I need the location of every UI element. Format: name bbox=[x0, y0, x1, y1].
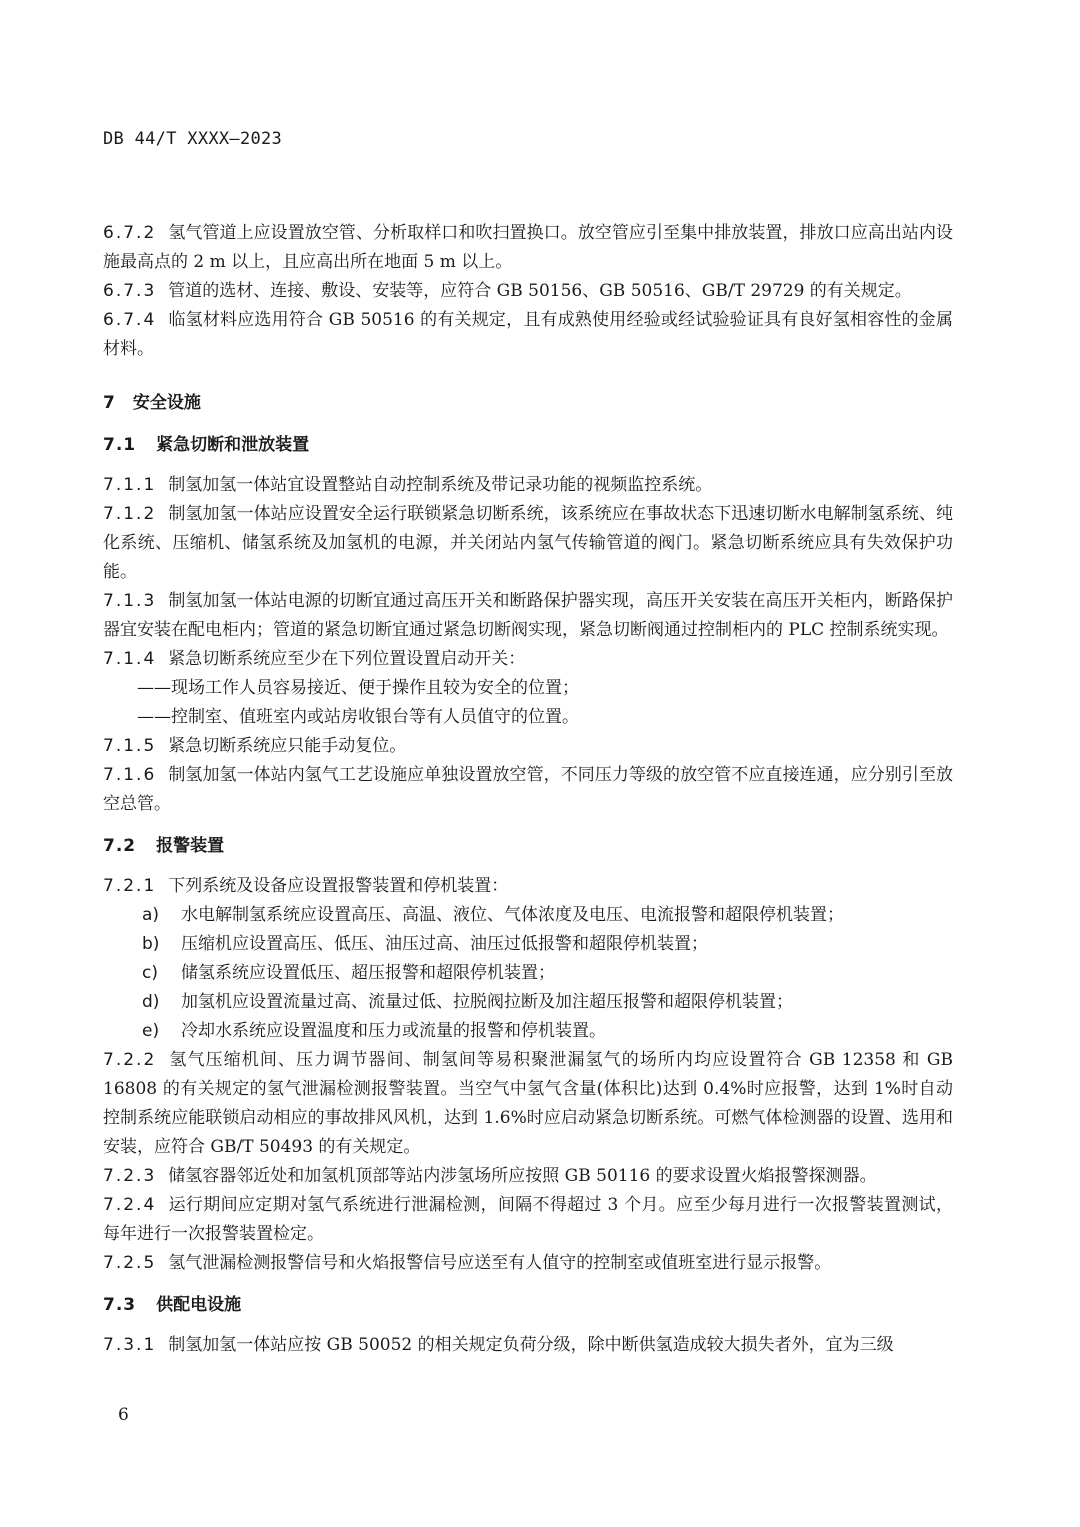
clause-number: 7.1.5 bbox=[103, 736, 157, 756]
section-number: 7.1 bbox=[103, 435, 137, 455]
clause-number: 7.2.5 bbox=[103, 1253, 157, 1273]
clause-number: 7.2.4 bbox=[103, 1195, 157, 1215]
clause-7-1-2 bbox=[103, 500, 953, 587]
list-text: 加氢机应设置流量过高、流量过低、拉脱阀拉断及加注超压报警和超限停机装置； bbox=[181, 992, 793, 1012]
clause-number: 6.7.2 bbox=[103, 223, 157, 243]
section-heading-7-3 bbox=[103, 1291, 953, 1320]
dash-item: ——控制室、值班室内或站房收银台等有人员值守的位置。 bbox=[137, 707, 579, 727]
clause-number: 7.1.6 bbox=[103, 765, 157, 785]
clause-7-1-5 bbox=[103, 732, 953, 761]
clause-7-3-1 bbox=[103, 1331, 953, 1360]
clause-text: 储氢容器邻近处和加氢机顶部等站内涉氢场所应按照 GB 50116 的要求设置火焰报警探测器。 bbox=[168, 1166, 877, 1186]
clause-number: 7.1.3 bbox=[103, 591, 157, 611]
list-marker: e) bbox=[142, 1021, 160, 1041]
list-item bbox=[103, 1017, 953, 1046]
clause-number: 7.2.1 bbox=[103, 876, 157, 896]
section-number: 7.3 bbox=[103, 1295, 137, 1315]
clause-text: 临氢材料应选用符合 GB 50516 的有关规定，且有成熟使用经验或经试验验证具有良好氢相容性的金属材料。 bbox=[103, 310, 953, 359]
document-header: DB 44/T XXXX—2023 bbox=[103, 129, 283, 149]
list-item bbox=[103, 959, 953, 988]
clause-text: 氢气管道上应设置放空管、分析取样口和吹扫置换口。放空管应引至集中排放装置，排放口应高出站内设施最高点的 2 m 以上，且应高出所在地面 5 m 以上。 bbox=[103, 223, 953, 272]
clause-7-2-2 bbox=[103, 1046, 953, 1162]
section-heading-7 bbox=[103, 389, 953, 418]
clause-text: 紧急切断系统应至少在下列位置设置启动开关： bbox=[168, 649, 526, 669]
clause-text: 紧急切断系统应只能手动复位。 bbox=[168, 736, 407, 756]
clause-text: 管道的选材、连接、敷设、安装等，应符合 GB 50156、GB 50516、GB/T 29729 的有关规定。 bbox=[168, 281, 912, 301]
dash-item: ——现场工作人员容易接近、便于操作且较为安全的位置； bbox=[137, 678, 579, 698]
list-marker: b) bbox=[142, 934, 160, 954]
list-text: 储氢系统应设置低压、超压报警和超限停机装置； bbox=[181, 963, 555, 983]
page-number: 6 bbox=[118, 1405, 129, 1425]
clause-6-7-4 bbox=[103, 306, 953, 364]
document-body bbox=[103, 219, 953, 1360]
clause-7-2-1 bbox=[103, 872, 953, 901]
clause-number: 7.3.1 bbox=[103, 1335, 157, 1355]
list-marker: a) bbox=[142, 905, 160, 925]
clause-7-2-5 bbox=[103, 1249, 953, 1278]
clause-number: 7.1.2 bbox=[103, 504, 157, 524]
list-marker: d) bbox=[142, 992, 160, 1012]
clause-7-1-6 bbox=[103, 761, 953, 819]
clause-6-7-3 bbox=[103, 277, 953, 306]
clause-7-1-3 bbox=[103, 587, 953, 645]
list-item bbox=[103, 901, 953, 930]
clause-text: 制氢加氢一体站宜设置整站自动控制系统及带记录功能的视频监控系统。 bbox=[168, 475, 713, 495]
section-title: 安全设施 bbox=[132, 393, 201, 413]
clause-text: 下列系统及设备应设置报警装置和停机装置： bbox=[168, 876, 509, 896]
section-title: 供配电设施 bbox=[156, 1295, 242, 1315]
clause-text: 氢气泄漏检测报警信号和火焰报警信号应送至有人值守的控制室或值班室进行显示报警。 bbox=[168, 1253, 832, 1273]
clause-text: 制氢加氢一体站应按 GB 50052 的相关规定负荷分级，除中断供氢造成较大损失者外，宜为三级 bbox=[168, 1335, 894, 1355]
clause-7-2-4 bbox=[103, 1191, 953, 1249]
clause-7-1-4 bbox=[103, 645, 953, 674]
list-item bbox=[103, 930, 953, 959]
clause-7-1-1 bbox=[103, 471, 953, 500]
section-heading-7-2 bbox=[103, 832, 953, 861]
section-number: 7.2 bbox=[103, 836, 137, 856]
clause-text: 制氢加氢一体站内氢气工艺设施应单独设置放空管，不同压力等级的放空管不应直接连通，应分别引至放空总管。 bbox=[103, 765, 953, 814]
clause-number: 7.1.4 bbox=[103, 649, 157, 669]
list-item bbox=[103, 988, 953, 1017]
list-marker: c) bbox=[142, 963, 158, 983]
clause-7-2-3 bbox=[103, 1162, 953, 1191]
section-title: 报警装置 bbox=[156, 836, 225, 856]
section-number: 7 bbox=[103, 393, 115, 413]
clause-text: 制氢加氢一体站电源的切断宜通过高压开关和断路保护器实现，高压开关安装在高压开关柜内，断路保护器宜安装在配电柜内；管道的紧急切断宜通过紧急切断阀实现，紧急切断阀通过控制柜内的 PLC 控制系统实现。 bbox=[103, 591, 953, 640]
clause-text: 氢气压缩机间、压力调节器间、制氢间等易积聚泄漏氢气的场所内均应设置符合 GB 12358 和 GB 16808 的有关规定的氢气泄漏检测报警装置。当空气中氢气含量(体积比)达到 0.4%时应报警，达到 1%时自动控制系统应能联锁启动相应的事故排风风机，达到 1.6%时应启动紧急切断系统。可燃气体检测器的设置、选用和安装，应符合 GB/T 50493 的有关规定。 bbox=[103, 1050, 953, 1157]
clause-number: 7.2.3 bbox=[103, 1166, 157, 1186]
section-heading-7-1 bbox=[103, 431, 953, 460]
clause-text: 制氢加氢一体站应设置安全运行联锁紧急切断系统，该系统应在事故状态下迅速切断水电解制氢系统、纯化系统、压缩机、储氢系统及加氢机的电源，并关闭站内氢气传输管道的阀门。紧急切断系统应具有失效保护功能。 bbox=[103, 504, 953, 582]
list-text: 冷却水系统应设置温度和压力或流量的报警和停机装置。 bbox=[181, 1021, 606, 1041]
list-text: 压缩机应设置高压、低压、油压过高、油压过低报警和超限停机装置； bbox=[181, 934, 708, 954]
clause-number: 6.7.4 bbox=[103, 310, 157, 330]
clause-6-7-2 bbox=[103, 219, 953, 277]
clause-number: 7.2.2 bbox=[103, 1050, 157, 1070]
clause-number: 6.7.3 bbox=[103, 281, 157, 301]
clause-number: 7.1.1 bbox=[103, 475, 157, 495]
list-text: 水电解制氢系统应设置高压、高温、液位、气体浓度及电压、电流报警和超限停机装置； bbox=[181, 905, 844, 925]
section-title: 紧急切断和泄放装置 bbox=[156, 435, 310, 455]
clause-text: 运行期间应定期对氢气系统进行泄漏检测，间隔不得超过 3 个月。应至少每月进行一次报警装置测试，每年进行一次报警装置检定。 bbox=[103, 1195, 953, 1244]
